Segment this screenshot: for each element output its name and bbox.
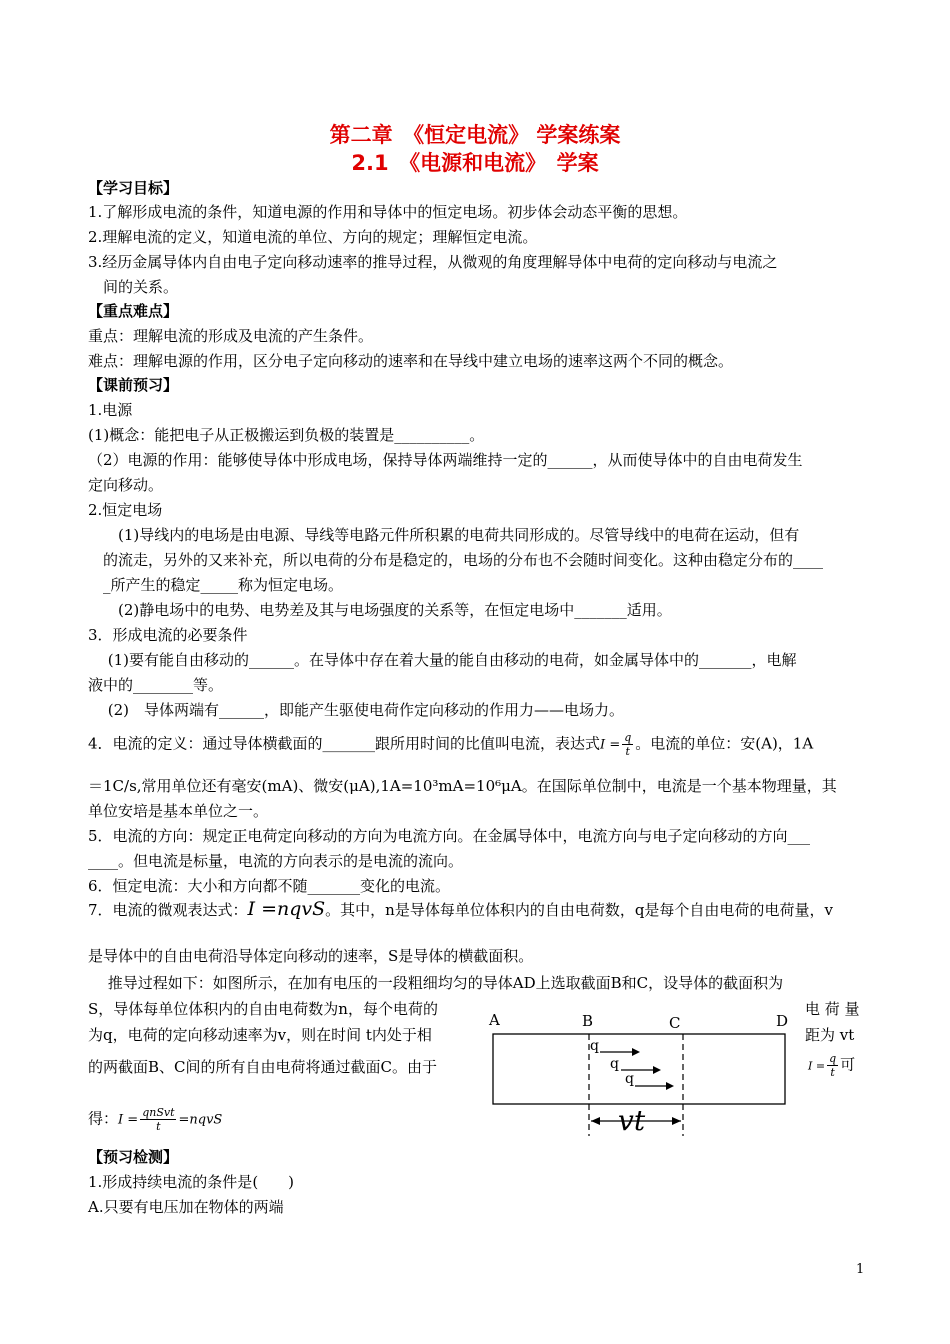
preview-7b: 是导体中的自由电荷沿导体定向移动的速率，S是导体的横截面积。 xyxy=(88,947,534,965)
derivation-4-right xyxy=(808,1052,855,1079)
preview-7a-text: 7．电流的微观表达式： xyxy=(88,901,248,919)
preview-2a: (1)导线内的电场是由电源、导线等电路元件所积累的电荷共同形成的。尽管导线中的电荷在运动，但有 xyxy=(88,526,800,544)
chapter-title: 第二章 《恒定电流》 学案练案 xyxy=(329,123,621,147)
preview-3: 3．形成电流的必要条件 xyxy=(88,626,248,644)
preview-4a-tail: 。电流的单位：安(A)，1A xyxy=(635,734,814,753)
goal-2: 2.理解电流的定义，知道电流的单位、方向的规定；理解恒定电流。 xyxy=(88,228,538,246)
preview-2c: _所产生的稳定_____称为恒定电场。 xyxy=(88,576,344,594)
label-d: D xyxy=(776,1012,789,1030)
preview-4a-text: 4．电流的定义：通过导体横截面的_______跟所用时间的比值叫电流，表达式 xyxy=(88,734,601,753)
label-a: A xyxy=(489,1011,500,1029)
page-number: 1 xyxy=(856,1262,865,1277)
preview-1a: (1)概念：能把电子从正极搬运到负极的装置是__________。 xyxy=(88,426,485,444)
derivation-5 xyxy=(88,1106,222,1133)
goals-heading: 【学习目标】 xyxy=(88,179,179,197)
preview-2b: 的流走，另外的又来补充，所以电荷的分布是稳定的，电场的分布也不会随时间变化。这种由稳定分布的____ xyxy=(88,551,824,569)
charge-label-3: q xyxy=(625,1071,634,1087)
goal-1: 1.了解形成电流的条件，知道电源的作用和导体中的恒定电场。初步体会动态平衡的思想。 xyxy=(88,203,688,221)
derivation-fraction xyxy=(140,1106,176,1133)
current-fraction xyxy=(622,731,633,758)
fraction-denominator-small: t xyxy=(830,1066,835,1079)
preview-3c: (2) 导体两端有______，即能产生驱使电荷作定向移动的作用力——电场力。 xyxy=(88,701,625,719)
derivation-3: 为q，电荷的定向移动速率为v，则在时间 t内处于相 xyxy=(88,1026,432,1044)
difficult-point: 难点：理解电源的作用，区分电子定向移动的速率和在导线中建立电场的速率这两个不同的概念。 xyxy=(88,352,734,370)
goal-3b: 间的关系。 xyxy=(88,278,179,296)
section-title: 2.1 《电源和电流》 学案 xyxy=(351,151,599,175)
preview-1: 1.电源 xyxy=(88,401,133,419)
preview-4a xyxy=(88,731,813,758)
current-symbol: I = xyxy=(600,737,621,753)
preview-4c: 单位安培是基本单位之一。 xyxy=(88,802,269,820)
goal-3a: 3.经历金属导体内自由电子定向移动速率的推导过程，从微观的角度理解导体中电荷的定向移动与电流之 xyxy=(88,253,778,271)
vt-arrowhead-left xyxy=(591,1117,600,1125)
derivation-numerator: qnSvt xyxy=(142,1106,175,1119)
question-1-option-a: A.只要有电压加在物体的两端 xyxy=(88,1198,284,1216)
derivation-5-text: 得： xyxy=(88,1109,119,1128)
micro-formula: I =nqvS xyxy=(247,898,326,920)
derivation-4: 的两截面B、C间的所有自由电荷将通过截面C。由于 xyxy=(88,1058,437,1076)
conductor-body xyxy=(493,1034,785,1104)
vt-arrowhead-right xyxy=(672,1117,681,1125)
charge-arrowhead-1 xyxy=(632,1048,640,1056)
preview-2: 2.恒定电场 xyxy=(88,501,163,519)
charge-arrowhead-2 xyxy=(653,1066,661,1074)
preview-7a xyxy=(88,898,833,921)
conductor-diagram xyxy=(480,1004,810,1136)
preview-5a: 5．电流的方向：规定正电荷定向移动的方向为电流方向。在金属导体中，电流方向与电子定向移动的方向___ xyxy=(88,827,811,845)
preview-1b: （2）电源的作用：能够使导体中形成电场，保持导体两端维持一定的______，从而使导体中的自由电荷发生 xyxy=(88,451,803,469)
derivation-2-right: 电 荷 量 xyxy=(805,1000,860,1018)
current-symbol-small: I = xyxy=(808,1059,826,1073)
preview-4b: ＝1C/s,常用单位还有毫安(mA)、微安(μA),1A=10³mA=10⁶μA。在国际单位制中，电流是一个基本物理量，其 xyxy=(88,777,837,795)
current-symbol-derive: I = xyxy=(118,1112,139,1128)
preview-1c: 定向移动。 xyxy=(88,476,164,494)
current-fraction-small xyxy=(827,1052,838,1079)
derivation-denominator: t xyxy=(156,1120,161,1133)
preview-3b: 液中的________等。 xyxy=(88,676,224,694)
preview-5b: ____。但电流是标量，电流的方向表示的是电流的流向。 xyxy=(88,852,464,870)
derivation-4-right-tail: 可 xyxy=(840,1055,856,1074)
fraction-denominator: t xyxy=(625,745,630,758)
label-b: B xyxy=(582,1012,594,1030)
key-heading: 【重点难点】 xyxy=(88,302,179,320)
fraction-numerator: q xyxy=(624,731,632,744)
vt-label: vt xyxy=(618,1104,646,1136)
preview-2d: (2)静电场中的电势、电势差及其与电场强度的关系等，在恒定电场中_______适用。 xyxy=(88,601,672,619)
key-point: 重点：理解电流的形成及电流的产生条件。 xyxy=(88,327,374,345)
check-heading: 【预习检测】 xyxy=(88,1148,179,1166)
preview-heading: 【课前预习】 xyxy=(88,376,179,394)
derivation-result: =nqvS xyxy=(178,1112,223,1128)
preview-7a-tail: 。其中，n是导体每单位体积内的自由电荷数，q是每个自由电荷的电荷量，v xyxy=(325,901,833,919)
charge-arrowhead-3 xyxy=(666,1082,674,1090)
charge-label-2: q xyxy=(610,1056,619,1072)
label-c: C xyxy=(669,1014,681,1032)
charge-label-1: q xyxy=(590,1038,599,1054)
derivation-1: 推导过程如下：如图所示，在加有电压的一段粗细均匀的导体AD上选取截面B和C，设导体的截面积为 xyxy=(88,974,784,992)
preview-3a: (1)要有能自由移动的______。在导体中存在着大量的能自由移动的电荷，如金属导体中的_______，电解 xyxy=(88,651,797,669)
preview-6: 6．恒定电流：大小和方向都不随_______变化的电流。 xyxy=(88,877,451,895)
question-1: 1.形成持续电流的条件是( ) xyxy=(88,1173,295,1191)
fraction-numerator-small: q xyxy=(829,1052,837,1065)
derivation-2: S，导体每单位体积内的自由电荷数为n，每个电荷的 xyxy=(88,1000,438,1018)
derivation-3-right: 距为 vt xyxy=(805,1026,855,1044)
